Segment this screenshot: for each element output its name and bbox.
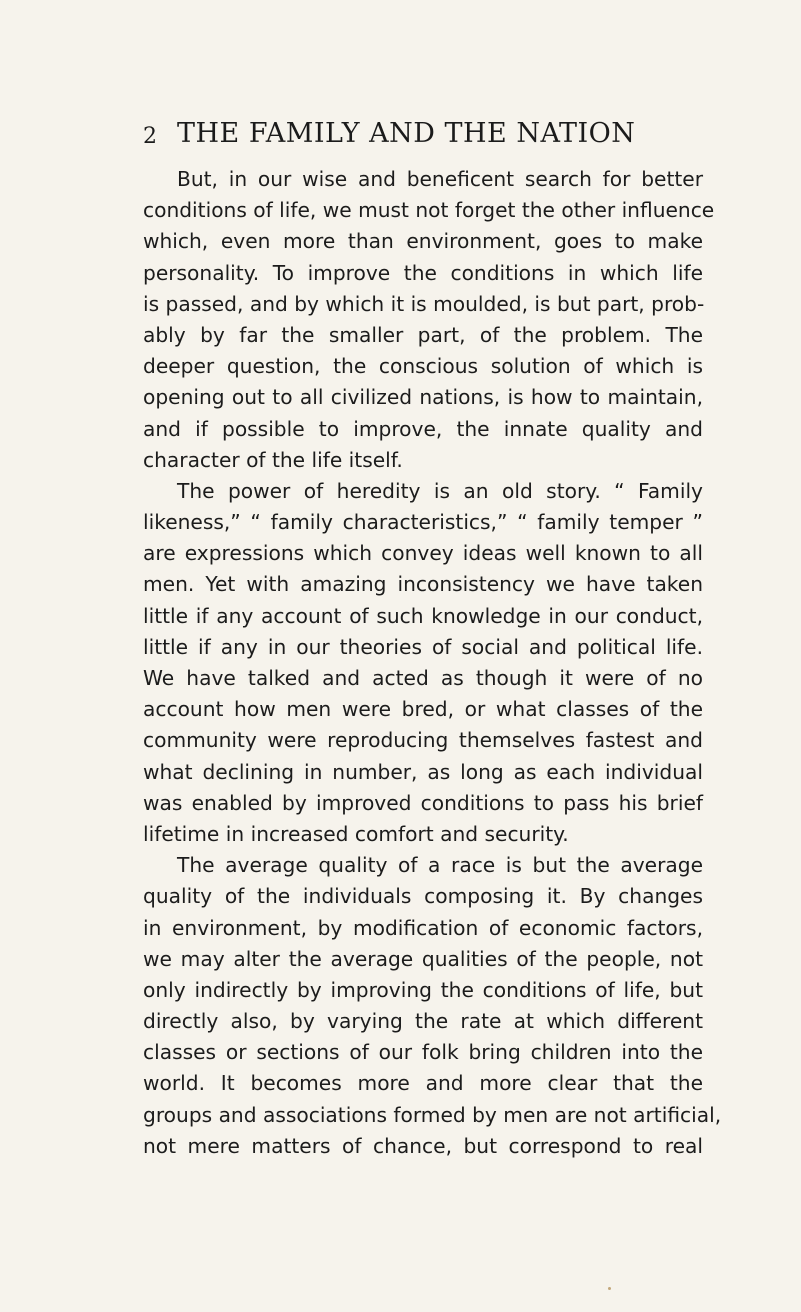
text-line: was enabled by improved conditions to pass his brief bbox=[143, 790, 703, 815]
text-line: account how men were bred, or what classes of the bbox=[143, 697, 703, 722]
text-line: little if any account of such knowledge in our conduct, bbox=[143, 603, 703, 628]
text-line: we may alter the average qualities of the people, not bbox=[143, 946, 703, 971]
text-line: only indirectly by improving the conditions of life, but bbox=[143, 977, 703, 1002]
text-line: quality of the individuals composing it. By changes bbox=[143, 884, 703, 909]
text-line: character of the life itself. bbox=[143, 447, 403, 472]
paper-speck bbox=[608, 1287, 611, 1290]
text-line: directly also, by varying the rate at which different bbox=[143, 1009, 703, 1034]
text-line: groups and associations formed by men are not artificial, bbox=[143, 1102, 722, 1127]
page-number: 2 bbox=[143, 124, 157, 149]
text-line: likeness,” “ family characteristics,” “ family temper ” bbox=[143, 510, 703, 535]
text-line: We have talked and acted as though it were of no bbox=[143, 666, 703, 690]
text-line: But, in our wise and beneficent search for better bbox=[177, 167, 703, 191]
text-line: in environment, by modification of economic factors, bbox=[143, 915, 703, 940]
text-line: men. Yet with amazing inconsistency we have taken bbox=[143, 572, 703, 597]
text-line: personality. To improve the conditions in which life bbox=[143, 260, 703, 285]
text-line: little if any in our theories of social and political life. bbox=[143, 634, 703, 659]
running-title: THE FAMILY AND THE NATION bbox=[177, 118, 636, 149]
text-line: ably by far the smaller part, of the problem. The bbox=[143, 322, 703, 347]
text-line: The average quality of a race is but the average bbox=[177, 853, 703, 878]
text-line: which, even more than environment, goes to make bbox=[143, 229, 703, 254]
text-line: and if possible to improve, the innate quality and bbox=[143, 416, 703, 441]
page-header bbox=[143, 118, 703, 154]
text-line: conditions of life, we must not forget the other influence bbox=[143, 198, 715, 223]
text-line: classes or sections of our folk bring children into the bbox=[143, 1040, 703, 1065]
text-line: is passed, and by which it is moulded, is but part, prob- bbox=[143, 291, 705, 316]
text-line: opening out to all civilized nations, is how to maintain, bbox=[143, 385, 703, 410]
text-line: world. It becomes more and more clear that the bbox=[143, 1071, 703, 1096]
text-line: community were reproducing themselves fastest and bbox=[143, 728, 703, 753]
text-line: lifetime in increased comfort and security. bbox=[143, 821, 569, 846]
text-line: what declining in number, as long as each individual bbox=[143, 759, 703, 784]
text-line: not mere matters of chance, but correspond to real bbox=[143, 1133, 703, 1158]
text-line: are expressions which convey ideas well known to all bbox=[143, 541, 703, 566]
body-text bbox=[143, 164, 722, 1162]
text-line: deeper question, the conscious solution of which is bbox=[143, 354, 703, 379]
text-line: The power of heredity is an old story. “ Family bbox=[177, 478, 703, 503]
